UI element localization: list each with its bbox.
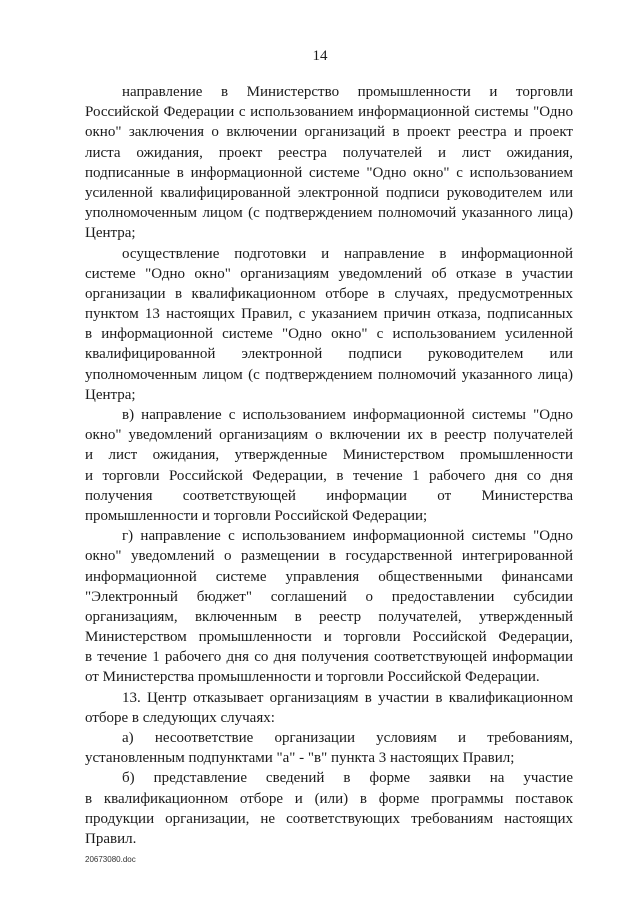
text-line: организациям, включенным в реестр получателей, утвержденный — [85, 608, 573, 625]
text-line: Правил. — [85, 830, 137, 847]
text-line: уполномоченным лицом (с подтверждением полномочий указанного лица) — [85, 205, 573, 222]
text-line: 13. Центр отказывает организациям в участии в квалификационном — [122, 689, 573, 706]
text-line: окно" заключения о включении организаций в проект реестра и проект — [85, 124, 573, 141]
text-line: квалифицированной электронной подписи руководителем или — [85, 346, 573, 363]
text-line: в течение 1 рабочего дня со дня получения соответствующей информации — [85, 649, 573, 666]
text-line: б) представление сведений в форме заявки на участие — [122, 770, 573, 787]
text-line: окно" уведомлений организациям о включении их в реестр получателей — [85, 427, 573, 444]
text-line: системе "Одно окно" организациям уведомлений об отказе в участии — [85, 265, 573, 282]
text-line: усиленной квалифицированной электронной подписи руководителем или — [85, 184, 573, 201]
text-line: осуществление подготовки и направление в информационной — [122, 245, 573, 262]
text-line: информационной системе управления общественными финансами — [85, 568, 573, 585]
text-line: уполномоченным лицом (с подтверждением полномочий указанного лица) — [85, 366, 573, 383]
text-line: окно" уведомлений о размещении в государственной интегрированной — [85, 548, 573, 565]
text-line: организации в квалификационном отборе в случаях, предусмотренных — [85, 285, 573, 302]
text-line: Министерством промышленности и торговли Российской Федерации, — [85, 629, 573, 646]
text-line: листа ожидания, проект реестра получателей и лист ожидания, — [85, 144, 573, 161]
text-line: получения соответствующей информации от Министерства — [85, 487, 573, 504]
text-line: в) направление с использованием информационной системы "Одно — [122, 407, 573, 423]
text-line: в информационной системе "Одно окно" с использованием усиленной — [85, 326, 573, 343]
text-line: в квалификационном отборе и (или) в форме программы поставок — [85, 790, 573, 807]
text-line: от Министерства промышленности и торговли Российской Федерации. — [85, 669, 540, 686]
text-line: и торговли Российской Федерации, в течение 1 рабочего дня со дня — [85, 467, 573, 484]
page-number: 14 — [312, 48, 328, 64]
text-line: направление в Министерство промышленности и торговли — [122, 84, 573, 100]
text-line: "Электронный бюджет" соглашений о предоставлении субсидии — [85, 588, 573, 605]
text-line: и лист ожидания, утвержденные Министерством промышленности — [85, 447, 573, 464]
document-body — [85, 82, 573, 849]
text-line: пунктом 13 настоящих Правил, с указанием причин отказа, подписанных — [85, 306, 573, 323]
text-line: г) направление с использованием информационной системы "Одно — [122, 528, 573, 545]
text-line: установленным подпунктами "а" - "в" пункта 3 настоящих Правил; — [85, 750, 515, 767]
text-line: продукции организации, не соответствующих требованиям настоящих — [85, 810, 573, 827]
text-line: Российской Федерации с использованием информационной системы "Одно — [85, 104, 573, 121]
text-line: отборе в следующих случаях: — [85, 709, 275, 726]
text-line: промышленности и торговли Российской Федерации; — [85, 507, 428, 524]
document-footer-filename: 20673080.doc — [85, 855, 136, 864]
text-line: Центра; — [85, 386, 136, 403]
text-line: Центра; — [85, 225, 136, 242]
text-line: подписанные в информационной системе "Одно окно" с использованием — [85, 164, 573, 181]
text-line: а) несоответствие организации условиям и требованиям, — [122, 730, 573, 746]
